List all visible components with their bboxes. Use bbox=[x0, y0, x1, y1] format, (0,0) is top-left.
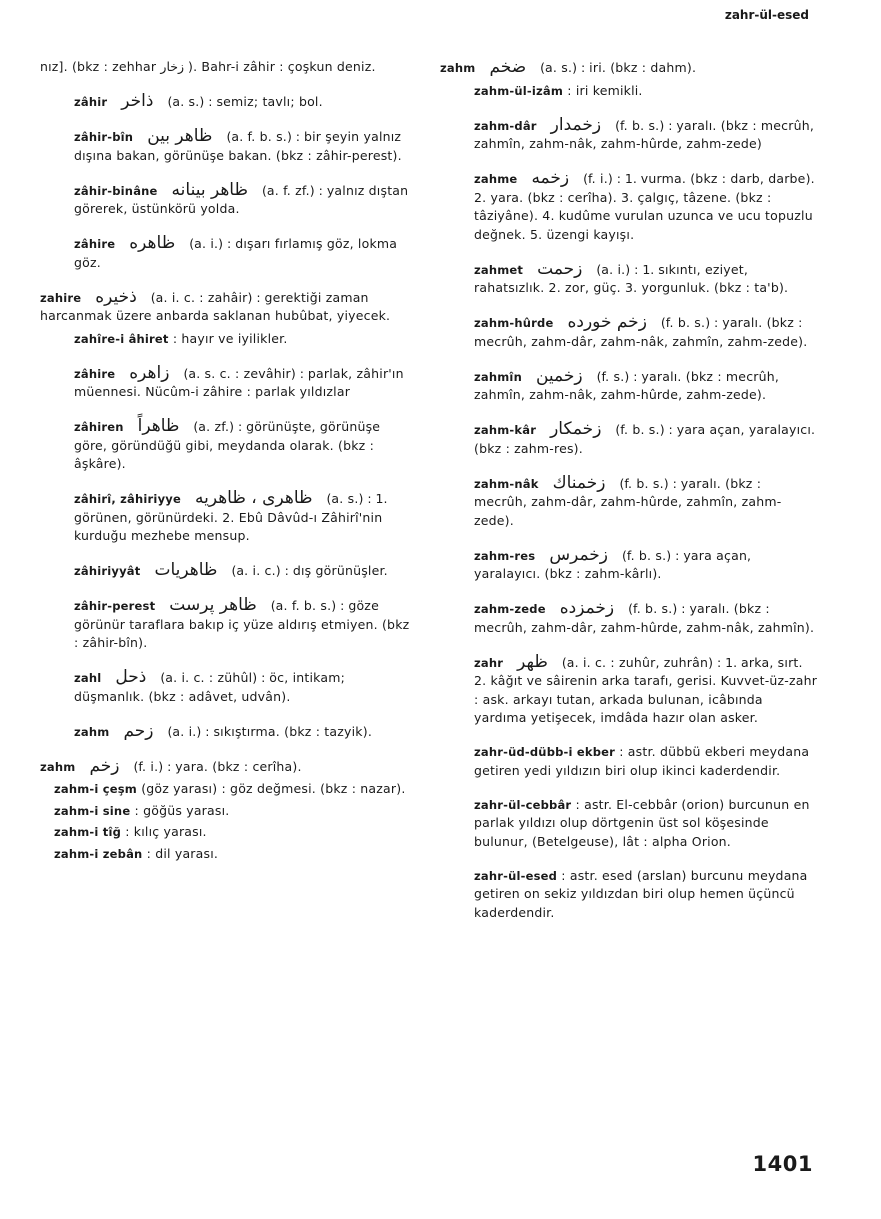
entry-definition: : kılıç yarası. bbox=[125, 824, 207, 839]
entry-definition: (a. zf.) : görünüşte, görünüşe göre, göründüğü gibi, meydanda olarak. (bkz : âşkâre). bbox=[74, 419, 381, 471]
entry-headword: zahm-dâr bbox=[474, 118, 537, 133]
dictionary-entry bbox=[40, 802, 414, 821]
entry-arabic-script: ظاهر بين bbox=[147, 126, 213, 146]
dictionary-entry bbox=[440, 420, 818, 458]
entry-headword: zahm-i zebân bbox=[54, 846, 143, 861]
dictionary-entry bbox=[440, 260, 818, 298]
entry-definition: (a. s.) : 1. görünen, görünürdeki. 2. Ebû Dâvûd-ı Zâhirî'nin kurduğu mezhebe mensup. bbox=[74, 491, 388, 543]
entry-definition: (f. b. s.) : yaralı. (bkz : mecrûh, zahm-dâr, zahm-nâk, zahmîn, zahm-zede). bbox=[474, 315, 808, 349]
entry-headword: zahm-i çeşm bbox=[54, 782, 137, 796]
entry-headword: zahm-zede bbox=[474, 602, 546, 616]
entry-definition: : göğüs yarası. bbox=[134, 802, 230, 818]
entry-headword: zahme bbox=[474, 172, 518, 186]
dictionary-entry bbox=[440, 169, 818, 244]
entry-arabic-script: ظاهر بينانه bbox=[171, 179, 249, 200]
entry-headword: zahm-res bbox=[474, 548, 536, 563]
entry-definition: nız]. (bkz : zehhar زخار ). Bahr-i zâhir : çoşkun deniz. bbox=[40, 59, 376, 74]
dictionary-entry bbox=[40, 58, 414, 77]
entry-arabic-script: زخم خورده bbox=[567, 312, 647, 332]
entry-definition: (f. s.) : yaralı. (bkz : mecrûh, zahmîn, zahm-nâk, zahm-hûrde, zahm-zede). bbox=[474, 368, 780, 402]
entry-definition: : astr. El-cebbâr (orion) burcunun en parlak yıldızı olup dörtgenin üst sol köşesinde bulunur, (Betelgeuse), lât : alpha Orion. bbox=[474, 796, 810, 849]
entry-headword: zahm-i sine bbox=[54, 803, 131, 818]
dictionary-entry bbox=[40, 364, 414, 402]
dictionary-entry bbox=[40, 722, 414, 742]
entry-definition: (a. s.) : semiz; tavlı; bol. bbox=[167, 94, 323, 109]
dictionary-entry bbox=[40, 127, 414, 165]
entry-headword: zahm bbox=[40, 759, 76, 774]
entry-arabic-script: زخم bbox=[89, 755, 120, 776]
entry-arabic-script: زخمين bbox=[535, 365, 583, 386]
entry-arabic-script: زخمرس bbox=[549, 544, 608, 565]
entry-arabic-script: ظاهرى ، ظاهريه bbox=[194, 488, 313, 508]
dictionary-entry bbox=[40, 823, 414, 842]
entry-definition: (f. i.) : 1. vurma. (bkz : darb, darbe). 2. yara. (bkz : cerîha). 3. çalgıç, tâzene. (bkz : tâziyâne). 4. kudûme vurulan uzunca ve ucu topuzlu değnek. 5. üzengi kayışı. bbox=[474, 171, 815, 242]
entry-arabic-script: زخمناك bbox=[552, 472, 606, 493]
entry-headword: zâhir-perest bbox=[74, 599, 156, 613]
entry-definition: : astr. esed (arslan) burcunu meydana getiren on sekiz yıldızdan biri olup hemen üçüncü kaderdendir. bbox=[474, 867, 808, 920]
dictionary-entry bbox=[40, 757, 414, 777]
dictionary-entry bbox=[440, 367, 818, 405]
entry-definition: (a. i.) : 1. sıkıntı, eziyet, rahatsızlık. 2. zor, güç. 3. yorgunluk. (bkz : ta'b). bbox=[474, 261, 789, 295]
dictionary-entry bbox=[40, 234, 414, 272]
entry-headword: zâhire bbox=[74, 237, 116, 251]
dictionary-entry bbox=[440, 58, 818, 78]
entry-headword: zahîre-i âhiret bbox=[74, 331, 169, 346]
entry-arabic-script: ظاهريات bbox=[154, 560, 218, 580]
entry-definition: (a. i. c. : zahâir) : gerektiği zaman harcanmak üzere anbarda saklanan hubûbat, yiyecek. bbox=[40, 289, 391, 323]
entry-arabic-script: زخمدار bbox=[550, 114, 602, 135]
dictionary-entry bbox=[40, 92, 414, 112]
dictionary-entry bbox=[440, 82, 818, 101]
entry-arabic-script: زحم bbox=[123, 720, 154, 741]
entry-headword: zâhiren bbox=[74, 420, 124, 434]
entry-headword: zahm-kâr bbox=[474, 423, 537, 437]
entry-headword: zahm bbox=[74, 724, 110, 739]
entry-definition: (a. i.) : dışarı fırlamış göz, lokma göz. bbox=[74, 236, 398, 270]
dictionary-entry bbox=[440, 599, 818, 637]
entry-headword: zahm-hûrde bbox=[474, 316, 554, 330]
dictionary-entry bbox=[440, 796, 818, 852]
entry-definition: (f. b. s.) : yara açan, yaralayıcı. (bkz : zahm-kârlı). bbox=[474, 547, 752, 581]
entry-definition: (f. b. s.) : yaralı. (bkz : mecrûh, zahm-dâr, zahm-hûrde, zahmîn, zahm-zede). bbox=[474, 475, 782, 528]
entry-headword: zahl bbox=[74, 671, 102, 685]
entry-definition: (f. i.) : yara. (bkz : cerîha). bbox=[133, 758, 302, 774]
entry-headword: zahr-ül-esed bbox=[474, 868, 558, 883]
entry-definition: : dil yarası. bbox=[146, 845, 219, 861]
entry-headword: zahr-ül-cebbâr bbox=[474, 797, 572, 812]
entry-arabic-script: ظاهراً bbox=[137, 416, 180, 436]
entry-definition: (f. b. s.) : yara açan, yaralayıcı. (bkz : zahm-res). bbox=[474, 422, 816, 456]
dictionary-entry bbox=[40, 330, 414, 349]
left-column bbox=[40, 58, 414, 866]
entry-definition: (a. s. c. : zevâhir) : parlak, zâhir'ın müennesi. Nücûm-i zâhire : parlak yıldızlar bbox=[74, 365, 404, 399]
entry-definition: : iri kemikli. bbox=[567, 82, 643, 98]
dictionary-entry bbox=[440, 116, 818, 154]
entry-definition: (f. b. s.) : yaralı. (bkz : mecrûh, zahm-dâr, zahm-hûrde, zahm-nâk, zahmîn). bbox=[474, 601, 815, 635]
entry-arabic-script: زخمه bbox=[531, 168, 570, 188]
entry-arabic-script: ضخم bbox=[489, 57, 527, 77]
entry-arabic-script: ذخيره bbox=[95, 286, 137, 307]
entry-definition: (a. i. c. : zuhûr, zuhrân) : 1. arka, sırt. 2. kâğıt ve sâirenin arka tarafı, gerisi. Kuvvet-üz-zahr : ask. arkayı tutan, arkada bulunan, icâbında yardıma yetişecek, imdâda hazır olan asker. bbox=[474, 654, 818, 725]
entry-arabic-script: زاهره bbox=[129, 362, 170, 383]
entry-headword: zahr bbox=[474, 655, 504, 670]
dictionary-entry bbox=[440, 313, 818, 351]
entry-definition: (göz yarası) : göz değmesi. (bkz : nazar). bbox=[141, 781, 406, 796]
entry-headword: zahm bbox=[440, 61, 476, 75]
dictionary-entry bbox=[440, 546, 818, 584]
entry-definition: (a. f. zf.) : yalnız dıştan görerek, üstünkörü yolda. bbox=[74, 182, 409, 216]
entry-arabic-script: ظاهره bbox=[129, 233, 176, 253]
dictionary-entry bbox=[40, 780, 414, 799]
entry-arabic-script: ظهر bbox=[517, 651, 548, 672]
entry-arabic-script: زخمكار bbox=[550, 419, 602, 439]
entry-definition: : astr. dübbü ekberi meydana getiren yedi yıldızın biri olup ikinci kaderdendir. bbox=[474, 744, 810, 778]
entry-headword: zahm-ül-izâm bbox=[474, 83, 564, 98]
dictionary-entry bbox=[40, 417, 414, 474]
dictionary-entry bbox=[40, 668, 414, 706]
dictionary-entry bbox=[40, 561, 414, 581]
entry-headword: zahm-nâk bbox=[474, 476, 539, 491]
entry-headword: zâhir-bîn bbox=[74, 130, 134, 144]
dictionary-entry bbox=[40, 181, 414, 219]
entry-arabic-script: زخمزده bbox=[559, 598, 615, 618]
dictionary-entry bbox=[40, 489, 414, 546]
entry-headword: zahmîn bbox=[474, 369, 522, 384]
entry-arabic-script: ذاخر bbox=[121, 91, 154, 111]
entry-definition: (a. i.) : sıkıştırma. (bkz : tazyik). bbox=[167, 723, 372, 739]
page-number: 1401 bbox=[752, 1152, 813, 1176]
right-column bbox=[440, 58, 818, 938]
entry-headword: zahmet bbox=[474, 262, 524, 277]
entry-definition: (a. i. c.) : dış görünüşler. bbox=[231, 563, 388, 578]
entry-headword: zahm-i tîğ bbox=[54, 825, 122, 839]
entry-headword: zâhir bbox=[74, 95, 108, 109]
dictionary-entry bbox=[440, 653, 818, 728]
entry-arabic-script: ظاهر پرست bbox=[169, 595, 257, 615]
dictionary-entry bbox=[440, 743, 818, 780]
entry-arabic-script: زحمت bbox=[537, 258, 583, 279]
entry-definition: (f. b. s.) : yaralı. (bkz : mecrûh, zahmîn, zahm-nâk, zahm-hûrde, zahm-zede) bbox=[474, 117, 815, 151]
dictionary-entry bbox=[440, 474, 818, 531]
entry-headword: zâhirî, zâhiriyye bbox=[74, 492, 181, 506]
entry-definition: (a. f. b. s.) : göze görünür taraflara bakıp iç yüze aldırış etmiyen. (bkz : zâhir-bîn). bbox=[74, 598, 410, 650]
running-header: zahr-ül-esed bbox=[724, 8, 809, 22]
entry-definition: (a. f. b. s.) : bir şeyin yalnız dışına bakan, görünüşe bakan. (bkz : zâhir-perest). bbox=[74, 129, 402, 163]
entry-definition: (a. s.) : iri. (bkz : dahm). bbox=[540, 60, 697, 75]
entry-arabic-script: ذحل bbox=[115, 667, 147, 687]
entry-headword: zahire bbox=[40, 290, 82, 305]
entry-headword: zâhire bbox=[74, 366, 116, 381]
entry-headword: zahr-üd-dübb-i ekber bbox=[474, 745, 616, 759]
entry-headword: zâhiriyyât bbox=[74, 564, 141, 578]
dictionary-entry bbox=[40, 596, 414, 653]
entry-definition: (a. i. c. : zühûl) : öc, intikam; düşmanlık. (bkz : adâvet, udvân). bbox=[74, 670, 346, 704]
dictionary-entry bbox=[40, 845, 414, 864]
entry-definition: : hayır ve iyilikler. bbox=[172, 330, 288, 346]
dictionary-entry bbox=[40, 288, 414, 326]
dictionary-entry bbox=[440, 867, 818, 923]
entry-headword: zâhir-binâne bbox=[74, 183, 158, 198]
